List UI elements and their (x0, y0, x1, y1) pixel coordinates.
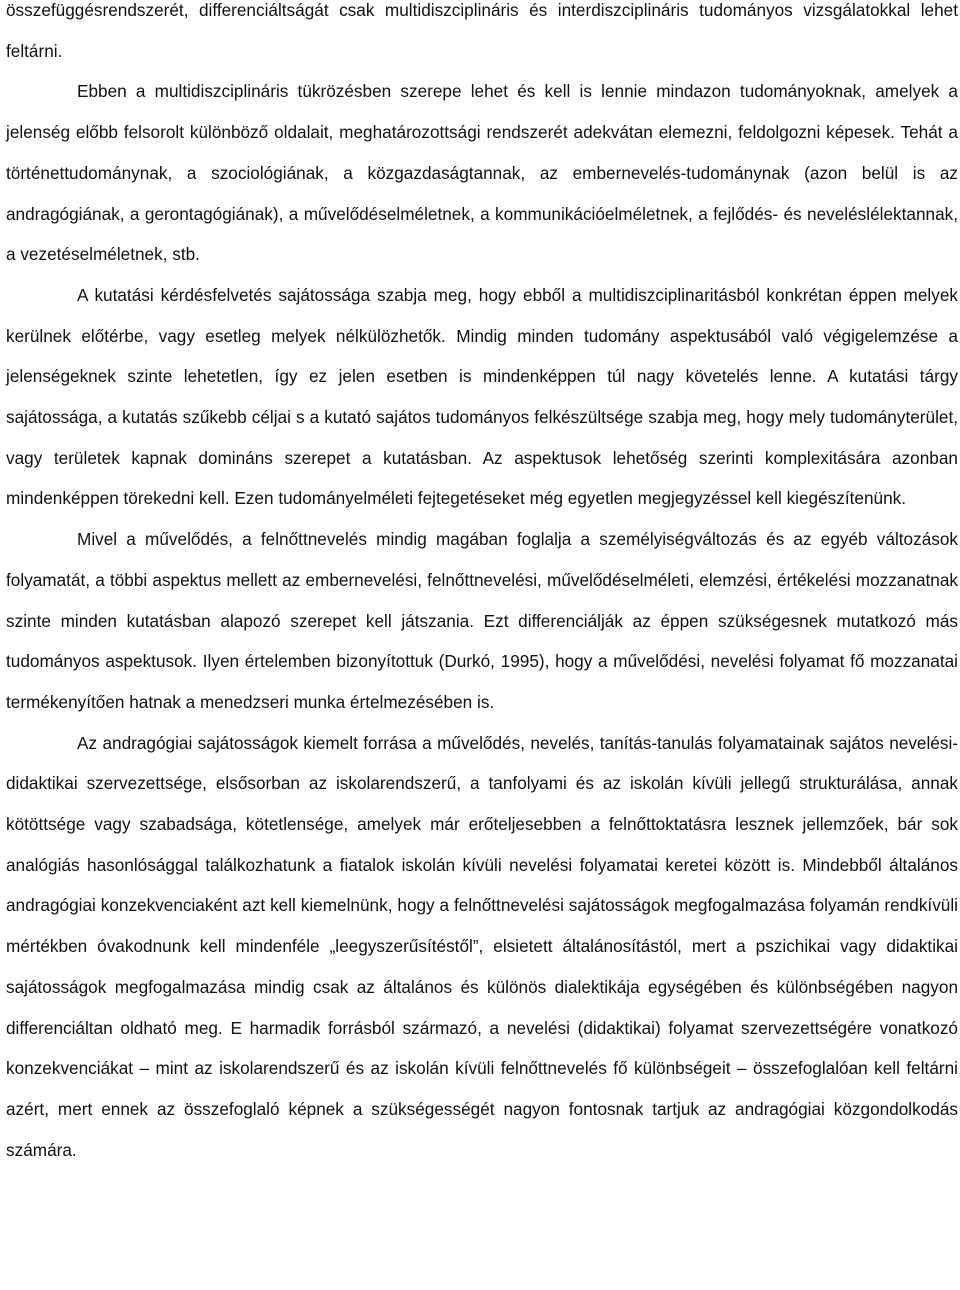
sentence: összefüggésrendszerét, differenciáltságát csak multidiszciplináris és interdiszciplináris tudományos vizsgálatokkal lehet feltárni. (6, 0, 958, 61)
sentence: Ilyen értelemben bizonyítottuk (Durkó, 1995), hogy a művelődési, nevelési folyamat fő mozzanatai termékenyítően hatnak a menedzseri munka értelmezésében is. (6, 651, 958, 712)
paragraph (6, 723, 958, 1171)
sentence: Az aspektusok lehetőség szerinti komplexitására azonban mindenképpen törekedni kell. (6, 447, 958, 509)
sentence: E harmadik forrásból származó, a nevelési (didaktikai) folyamat szervezettségére vonatkozó konzekvenciákat – mint az iskolarendszerű és az iskolán kívüli felnőttnevelés fő különbségeit – összefoglalóan kell feltárni azért, mert ennek az összefoglaló képnek a szükségességét nagyon fontosnak tartjuk az andragógiai közgondolkodás számára. (6, 1017, 958, 1160)
sentence: Ezen tudományelméleti fejtegetéseket még egyetlen megjegyzéssel kell kiegészítenünk. (234, 488, 907, 509)
sentence: Ebben a multidiszciplináris tükrözésben szerepe lehet és kell is lennie mindazon tudományoknak, amelyek a jelenség előbb felsorolt különböző oldalait, meghatározottsági rendszerét adekvátan elemezni, feldolgozni képesek. (6, 81, 958, 143)
sentence: Mivel a művelődés, a felnőttnevelés mindig magában foglalja a személyiségváltozás és az egyéb változások folyamatát, a többi aspektus mellett az embernevelési, felnőttnevelési, művelődéselméleti, elemzési, értékelési mozzanatnak szinte minden kutatásban alapozó szerepet kell játszania. (6, 529, 958, 631)
paragraph (6, 275, 958, 519)
sentence: A kutatási tárgy sajátossága, a kutatás szűkebb céljai s a kutató sajátos tudományos felkészültsége szabja meg, hogy mely tudományterület, vagy területek kapnak domináns szerepet a kutatásban. (6, 366, 959, 468)
sentence: A kutatási kérdésfelvetés sajátossága szabja meg, hogy ebből a multidiszciplinaritásból konkrétan éppen melyek kerülnek előtérbe, vagy esetleg melyek nélkülözhetők. (6, 284, 958, 346)
document-page (6, 0, 958, 1170)
sentence: Mindig minden tudomány aspektusából való végigelemzése a jelenségeknek szinte lehetetlen, így ez jelen esetben is mindenképpen túl nagy követelés lenne. (6, 325, 958, 387)
paragraph-continued (6, 0, 958, 71)
sentence: Ezt differenciálják az éppen szükségesnek mutatkozó más tudományos aspektusok. (6, 610, 958, 672)
sentence: Az andragógiai sajátosságok kiemelt forrása a művelődés, nevelés, tanítás-tanulás folyamatainak sajátos nevelési-didaktikai szervezettsége, elsősorban az iskolarendszerű, a tanfolyami és az iskolán kívüli jellegű strukturálása, annak kötöttsége vagy szabadsága, kötetlensége, amelyek már erőteljesebben a felnőttoktatásra lesznek jellemzőek, bár sok analógiás hasonlósággal találkozhatunk a fiatalok iskolán kívüli nevelési folyamatai keretei között is. (6, 732, 958, 875)
sentence: Mindebből általános andragógiai konzekvenciaként azt kell kiemelnünk, hogy a felnőttnevelési sajátosságok megfogalmazása folyamán rendkívüli mértékben óvakodnunk kell mindenféle „leegyszerűsítéstől”, elsietett általánosítástól, mert a pszichikai vagy didaktikai sajátosságok megfogalmazása mindig csak az általános és különös dialektikája egységében és különbségében nagyon differenciáltan oldható meg. (6, 854, 958, 1038)
paragraph (6, 519, 958, 723)
paragraph (6, 71, 958, 275)
sentence: Tehát a történettudománynak, a szociológiának, a közgazdaságtannak, az embernevelés-tudománynak (azon belül is az andragógiának, a gerontagógiának), a művelődéselméletnek, a kommunikációelméletnek, a fejlődés- és neveléslélektannak, a vezetéselméletnek, stb. (6, 122, 958, 265)
